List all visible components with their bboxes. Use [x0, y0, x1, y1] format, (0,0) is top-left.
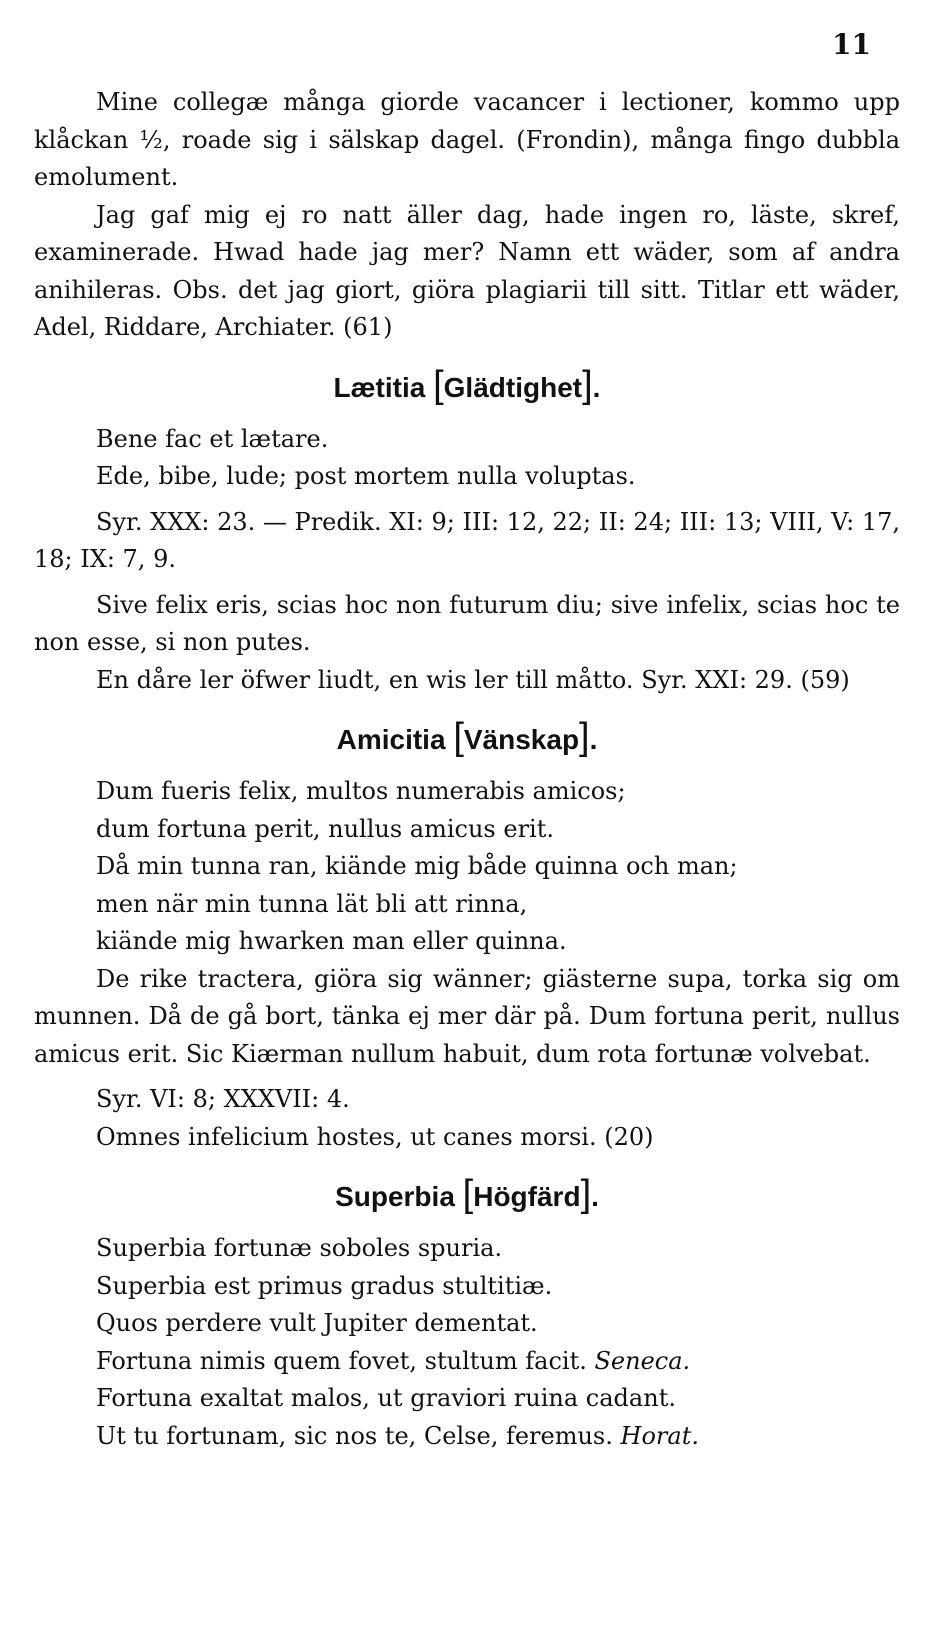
- heading-amicitia-word: Amicitia: [336, 724, 446, 755]
- heading-laetitia: Lætitia [Glädtighet].: [333, 363, 601, 406]
- amicitia-line-5: kiände mig hwarken man eller quinna.: [96, 927, 567, 955]
- laetitia-line-2: Ede, bibe, lude; post mortem nulla voluptas.: [96, 462, 636, 490]
- amicitia-references: Syr. VI: 8; XXXVII: 4.: [96, 1085, 350, 1113]
- heading-superbia: Superbia [Högfärd].: [335, 1173, 599, 1215]
- laetitia-line-1: Bene fac et lætare.: [96, 424, 329, 453]
- heading-laetitia-translation: Glädtighet: [443, 371, 583, 403]
- heading-superbia-word: Superbia: [335, 1181, 455, 1212]
- laetitia-paragraph-dare: En dåre ler öfwer liudt, en wis ler till måtto. Syr. XXI: 29. (59): [96, 665, 850, 694]
- amicitia-line-omnes: Omnes infelicium hostes, ut canes morsi. (20): [96, 1122, 654, 1151]
- heading-amicitia: Amicitia [Vänskap].: [336, 716, 598, 758]
- heading-amicitia-translation: Vänskap: [463, 724, 580, 755]
- amicitia-line-2: dum fortuna perit, nullus amicus erit.: [96, 814, 555, 843]
- superbia-line-4-author: Seneca.: [594, 1346, 691, 1375]
- superbia-line-3: Quos perdere vult Jupiter dementat.: [96, 1309, 538, 1337]
- amicitia-line-1: Dum fueris felix, multos numerabis amicos;: [96, 777, 626, 805]
- laetitia-references: Syr. XXX: 23. — Predik. XI: 9; III: 12, 22; II: 24; III: 13; VIII, V: 17, 18; IX: 7, 9.: [34, 507, 900, 573]
- superbia-line-2: Superbia est primus gradus stultitiæ.: [96, 1271, 553, 1300]
- amicitia-line-3: Då min tunna ran, kiände mig både quinna och man;: [96, 852, 738, 880]
- intro-paragraph-1: Mine collegæ många giorde vacancer i lectioner, kommo upp klåckan ½, roade sig i sälskap dagel. (Frondin), många fingo dubbla emolument.: [34, 88, 900, 191]
- laetitia-paragraph-sive: Sive felix eris, scias hoc non futurum diu; sive infelix, scias hoc te non esse, si non putes.: [34, 590, 900, 656]
- page-body: [34, 84, 900, 1455]
- superbia-line-1: Superbia fortunæ soboles spuria.: [96, 1234, 503, 1262]
- superbia-line-4-text: Fortuna nimis quem fovet, stultum facit.: [96, 1346, 587, 1375]
- superbia-line-4: [34, 1343, 900, 1381]
- superbia-line-6-author: Horat.: [620, 1421, 699, 1450]
- superbia-line-5: Fortuna exaltat malos, ut graviori ruina cadant.: [96, 1384, 676, 1412]
- heading-laetitia-word: Lætitia: [333, 371, 426, 403]
- intro-paragraph-2: Jag gaf mig ej ro natt äller dag, hade ingen ro, läste, skref, examinerade. Hwad hade jag mer? Namn ett wäder, som af andra anihileras. Obs. det jag giort, giöra plagiarii till sitt. Titlar ett wäder, Adel, Riddare, Archiater. (61): [34, 200, 900, 341]
- superbia-line-6: [34, 1418, 900, 1456]
- amicitia-line-4: men när min tunna lät bli att rinna,: [96, 889, 528, 918]
- superbia-line-6-text: Ut tu fortunam, sic nos te, Celse, feremus.: [96, 1421, 613, 1450]
- heading-superbia-translation: Högfärd: [473, 1181, 581, 1212]
- page-number: 11: [832, 28, 871, 61]
- amicitia-paragraph: De rike tractera, giöra sig wänner; giästerne supa, torka sig om munnen. Då de gå bort, tänka ej mer där på. Dum fortuna perit, nullus amicus erit. Sic Kiærman nullum habuit, dum rota fortunæ volvebat.: [34, 964, 900, 1068]
